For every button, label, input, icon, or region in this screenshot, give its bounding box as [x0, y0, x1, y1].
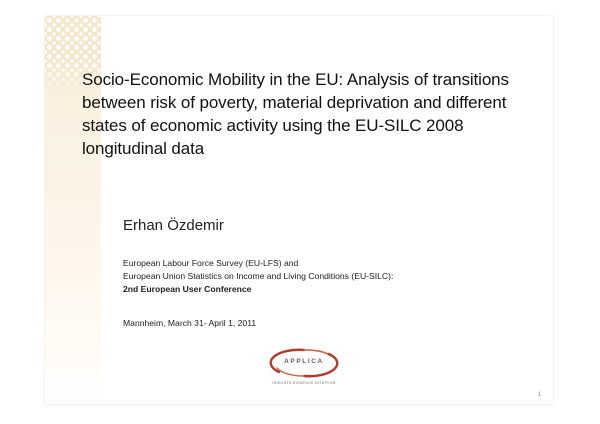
applica-logo: [261, 346, 347, 390]
author-name: Erhan Özdemir: [123, 217, 224, 234]
page-number: 1: [537, 392, 541, 398]
logo-wordmark: APPLICA: [284, 358, 324, 365]
event-date-location: Mannheim, March 31- April 1, 2011: [123, 318, 257, 328]
affiliation-line-2: European Union Statistics on Income and Living Conditions (EU-SILC):: [123, 271, 394, 281]
affiliation-line-1: European Labour Force Survey (EU-LFS) and: [123, 258, 299, 268]
slide-title: Socio-Economic Mobility in the EU: Analysis of transitions between risk of poverty, material deprivation and different states of economic activity using the EU-SILC 2008 longitudinal data: [82, 70, 509, 158]
affiliation-block: [123, 257, 393, 296]
logo-tagline: INSIGHTS EVIDENCE INTUITION: [272, 381, 336, 385]
slide: [45, 16, 553, 404]
conference-name: 2nd European User Conference: [123, 284, 252, 294]
